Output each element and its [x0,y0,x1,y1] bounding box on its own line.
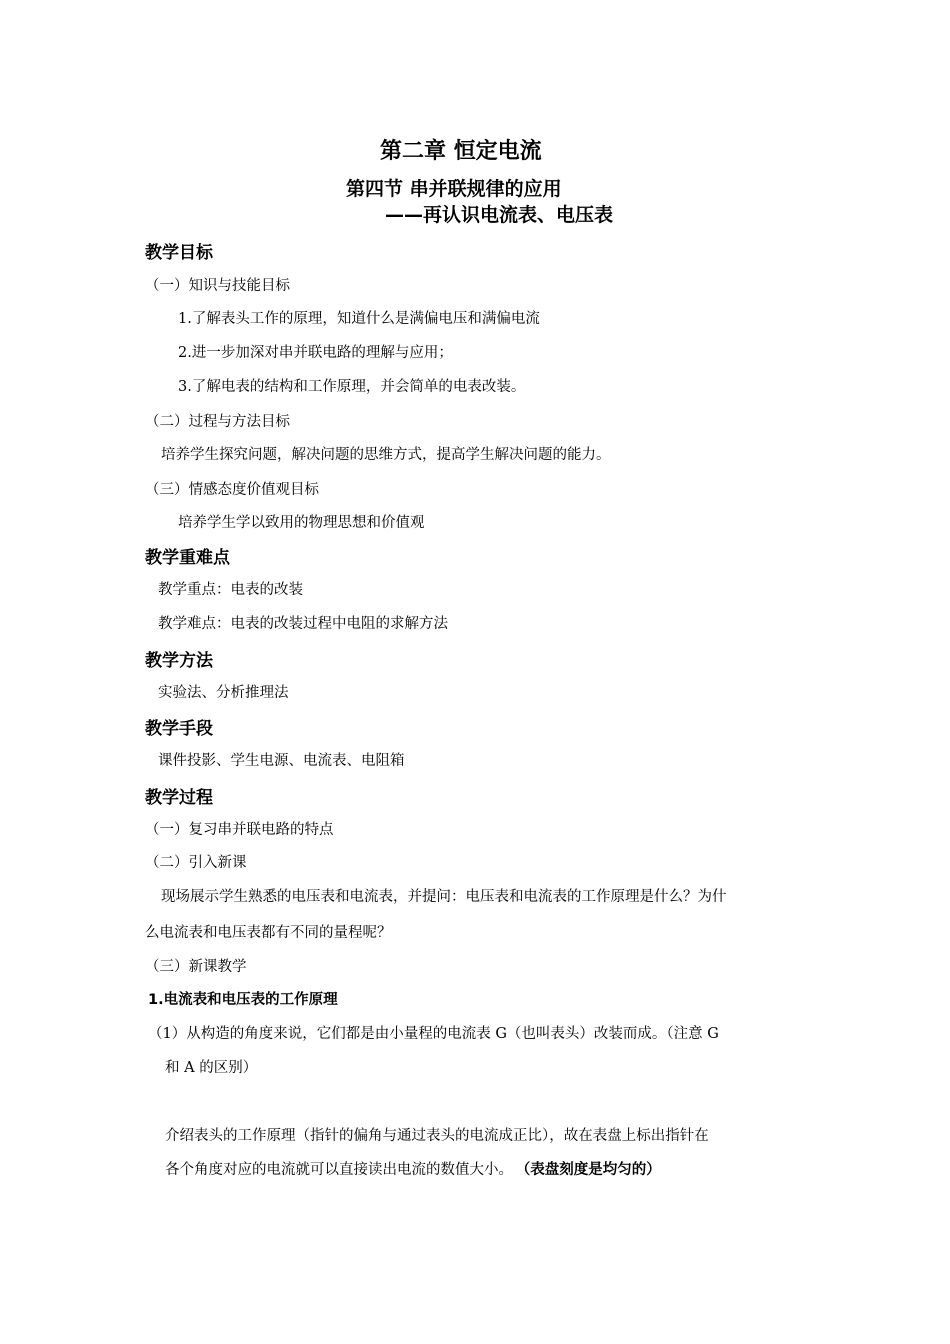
process-heading: 教学过程 [145,788,213,808]
objectives-part1-item-2: 2.进一步加深对串并联电路的理解与应用； [178,345,453,361]
subsection-title: 1.电流表和电压表的工作原理 [148,992,338,1008]
chapter-title: 第二章 恒定电流 [380,139,542,164]
point-1-line-2: 和 A 的区别） [165,1060,258,1076]
paragraph-line-2-bold: （表盘刻度是均匀的） [523,1162,661,1178]
section-title: 第四节 串并联规律的应用 [346,178,562,200]
objectives-part1-item-3: 3.了解电表的结构和工作原理，并会简单的电表改装。 [178,379,526,395]
process-step-3: （三）新课教学 [145,959,247,975]
process-step-1: （一）复习串并联电路的特点 [145,822,334,838]
means-text: 课件投影、学生电源、电流表、电阻箱 [158,753,405,769]
paragraph-line-2 [165,1158,661,1179]
process-intro-line-2: 么电流表和电压表都有不同的量程呢？ [145,925,392,941]
paragraph-line-1: 介绍表头的工作原理（指针的偏角与通过表头的电流成正比），故在表盘上标出指针在 [165,1128,709,1144]
paragraph-line-2-text: 各个角度对应的电流就可以直接读出电流的数值大小。 [165,1162,513,1178]
key-point-difficulty: 教学难点：电表的改装过程中电阻的求解方法 [158,616,448,632]
key-points-heading: 教学重难点 [145,548,230,568]
objectives-part2-text: 培养学生探究问题，解决问题的思维方式，提高学生解决问题的能力。 [161,447,611,463]
objectives-part1-label: （一）知识与技能目标 [145,278,290,294]
process-step-2: （二）引入新课 [145,855,247,871]
objectives-part2-label: （二）过程与方法目标 [145,414,290,430]
objectives-part3-label: （三）情感态度价值观目标 [145,482,319,498]
methods-text: 实验法、分析推理法 [158,685,289,701]
objectives-part1-item-1: 1.了解表头工作的原理，知道什么是满偏电压和满偏电流 [178,311,540,327]
section-subtitle: ——再认识电流表、电压表 [385,204,614,226]
objectives-part3-text: 培养学生学以致用的物理思想和价值观 [178,515,425,531]
means-heading: 教学手段 [145,719,213,739]
process-intro-line-1: 现场展示学生熟悉的电压表和电流表，并提问：电压表和电流表的工作原理是什么？为什 [161,889,727,905]
objectives-heading: 教学目标 [145,243,213,263]
methods-heading: 教学方法 [145,651,213,671]
point-1-line-1: （1）从构造的角度来说，它们都是由小量程的电流表 G（也叫表头）改装而成。（注意 G [148,1026,719,1042]
key-point-focus: 教学重点：电表的改装 [158,582,303,598]
